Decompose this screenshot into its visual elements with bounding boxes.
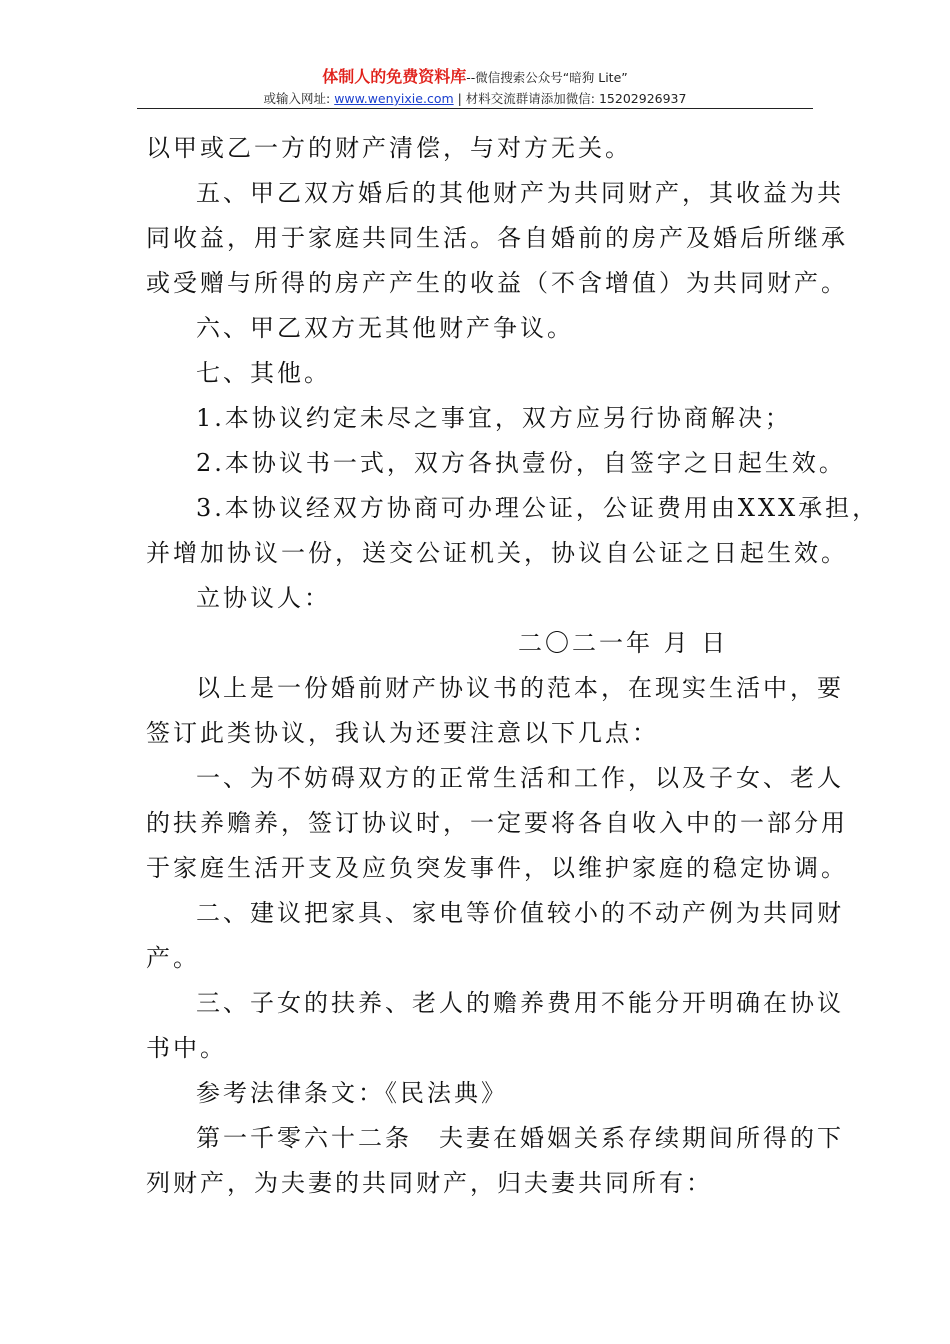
paragraph-line: 二、建议把家具、家电等价值较小的不动产例为共同财	[196, 899, 844, 927]
paragraph-line: 列财产，为夫妻的共同财产，归夫妻共同所有：	[146, 1169, 713, 1197]
url-prefix: 或输入网址:	[263, 91, 335, 106]
brand-name: 体制人的免费资料库	[322, 67, 467, 86]
paragraph-line: 同收益，用于家庭共同生活。各自婚前的房产及婚后所继承	[146, 224, 848, 252]
header-divider	[137, 108, 813, 109]
paragraph-line: 3.本协议经双方协商可办理公证，公证费用由XXX承担，	[196, 494, 880, 522]
signatory-label: 立协议人：	[196, 584, 331, 612]
paragraph-line: 六、甲乙双方无其他财产争议。	[196, 314, 574, 342]
paragraph-line: 七、其他。	[196, 359, 331, 387]
law-reference-heading: 参考法律条文：《民法典》	[196, 1079, 508, 1107]
paragraph-line: 或受赠与所得的房产产生的收益（不含增值）为共同财产。	[146, 269, 848, 297]
paragraph-line: 并增加协议一份，送交公证机关，协议自公证之日起生效。	[146, 539, 848, 567]
paragraph-line: 五、甲乙双方婚后的其他财产为共同财产，其收益为共	[196, 179, 844, 207]
watermark-header-line1	[0, 66, 950, 88]
paragraph-line: 以上是一份婚前财产协议书的范本，在现实生活中，要	[196, 674, 844, 702]
paragraph-line: 签订此类协议，我认为还要注意以下几点：	[146, 719, 659, 747]
wechat-tagline: --微信搜索公众号“暗狗 Lite”	[466, 70, 628, 85]
paragraph-line: 2.本协议书一式，双方各执壹份，自签字之日起生效。	[196, 449, 846, 477]
website-link[interactable]: www.wenyixie.com	[334, 91, 454, 106]
paragraph-line: 书中。	[146, 1034, 227, 1062]
contact-info: | 材料交流群请添加微信: 15202926937	[453, 91, 687, 106]
paragraph-line: 一、为不妨碍双方的正常生活和工作，以及子女、老人	[196, 764, 844, 792]
watermark-header-line2	[0, 90, 950, 108]
paragraph-line: 第一千零六十二条 夫妻在婚姻关系存续期间所得的下	[196, 1124, 844, 1152]
paragraph-line: 产。	[146, 944, 200, 972]
paragraph-line: 以甲或乙一方的财产清偿，与对方无关。	[146, 134, 632, 162]
paragraph-line: 三、子女的扶养、老人的赡养费用不能分开明确在协议	[196, 989, 844, 1017]
paragraph-line: 的扶养赡养，签订协议时，一定要将各自收入中的一部分用	[146, 809, 848, 837]
paragraph-line: 于家庭生活开支及应负突发事件，以维护家庭的稳定协调。	[146, 854, 848, 882]
date-line: 二〇二一年 月 日	[518, 629, 729, 657]
paragraph-line: 1.本协议约定未尽之事宜，双方应另行协商解决；	[196, 404, 792, 432]
